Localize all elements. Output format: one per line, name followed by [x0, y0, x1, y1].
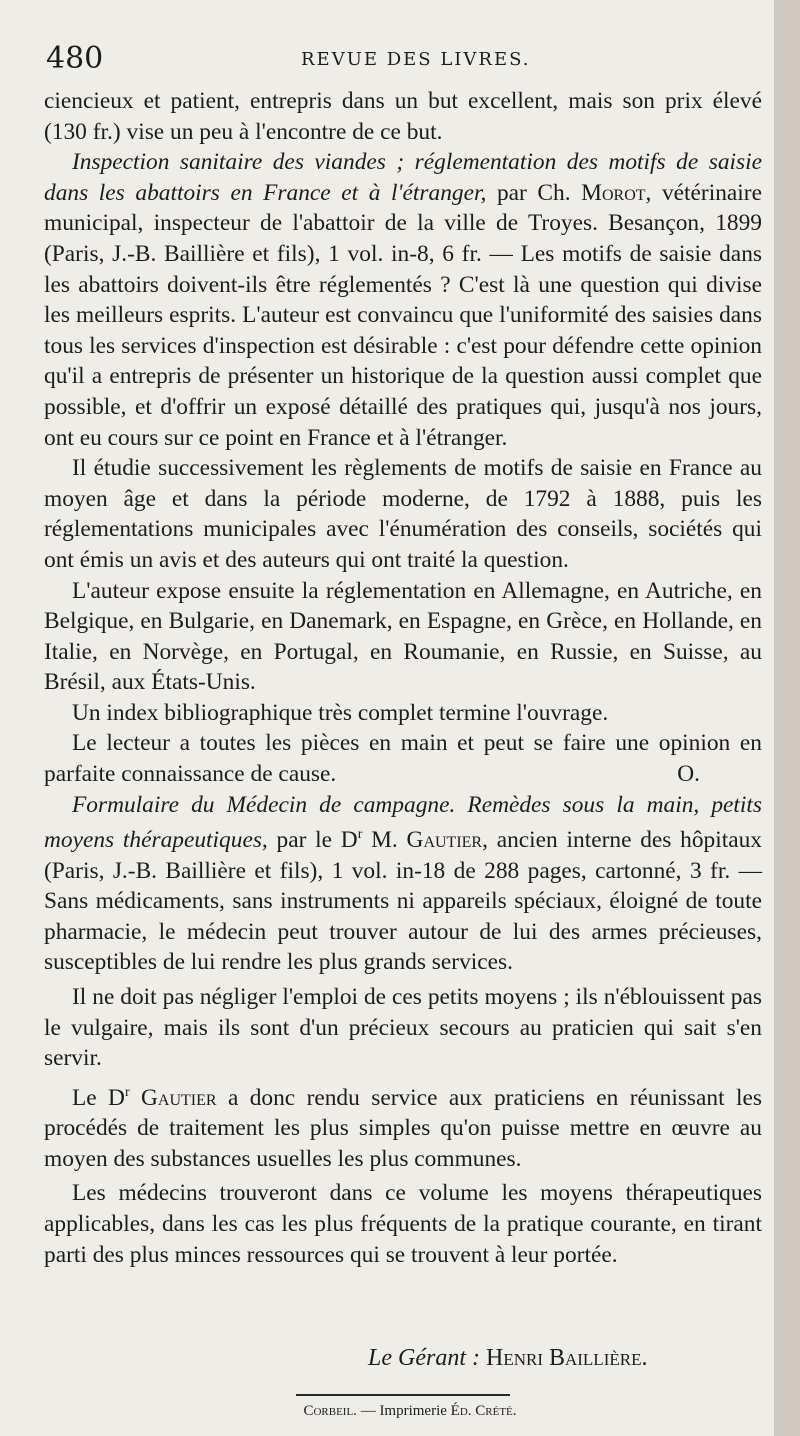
paragraph: L'auteur expose ensuite la réglementation en Allemagne, en Autriche, en Belgique, en Bulgarie, en Danemark, en Espagne, en Grèce, en Hollande, en Italie, en Norvège, en Portugal, en Roumanie, en Russie, en Suisse, au Brésil, aux États-Unis.	[44, 577, 762, 696]
page-number: 480	[46, 41, 104, 76]
paragraph-review-morot: Inspection sanitaire des viandes ; réglementation des motifs de saisie dans les abattoirs en France et à l'étranger, par Ch. Morot, vétérinaire municipal, inspecteur de l'abattoir de la ville de Troyes. Besançon, 1899 (Paris, J.-B. Baillière et fils), 1 vol. in-8, 6 fr. — Les motifs de saisie dans les abattoirs doivent-ils être réglementés ? C'est là une question qui divise les meilleurs esprits. L'auteur est convaincu que l'uniformité des saisies dans tous les services d'inspection est désirable : c'est pour défendre cette opinion qu'il a entrepris de présenter un historique de la question aussi complet que possible, et d'offrir un exposé détaillé des pratiques qui, jusqu'à nos jours, ont eu cours sur ce point en France et à l'étranger.	[44, 149, 762, 451]
reviewer-initial: O.	[677, 761, 700, 788]
paragraph: Le lecteur a toutes les pièces en main et peut se faire une opinion en parfaite connaissance de cause. O.	[44, 728, 762, 789]
author-name: Morot	[581, 179, 646, 206]
paragraph: Il étudie successivement les règlements de motifs de saisie en France au moyen âge et dans la période moderne, de 1792 à 1888, puis les réglementations municipales avec l'énumération des conseils, sociétés qui ont émis un avis et des auteurs qui ont traité la question.	[44, 455, 762, 573]
paragraph: Il ne doit pas négliger l'emploi de ces petits moyens ; ils n'éblouissent pas le vulgaire, mais ils sont d'un précieux secours au praticien qui sait s'en servir.	[44, 984, 762, 1072]
paragraph: Le $D^r$ Gautier a donc rendu service aux praticiens en réunissant les procédés de traitement les plus simples qu'on puisse mettre en œuvre au moyen des substances usuelles les plus communes.	[44, 1084, 762, 1172]
manager-signature	[368, 1342, 728, 1374]
review-text	[44, 86, 762, 1270]
page-header	[46, 42, 766, 76]
signature-label: Le Gérant :	[368, 1345, 480, 1371]
paragraph: Un index bibliographique très complet termine l'ouvrage.	[72, 699, 609, 726]
paragraph-review-gautier: Formulaire du Médecin de campagne. Remèdes sous la main, petits moyens thérapeutiques, par le $D^r$ M. Gautier, ancien interne des hôpitaux (Paris, J.-B. Baillière et fils), 1 vol. in-18 de 288 pages, cartonné, 3 fr. — Sans médicaments, sans instruments ni appareils spéciaux, éloigné de toute pharmacie, le médecin peut trouver autour de lui des armes précieuses, susceptibles de lui rendre les plus grands services.	[44, 791, 763, 976]
paragraph: Les médecins trouveront dans ce volume les moyens thérapeutiques applicables, dans les cas les plus fréquents de la pratique courante, en tirant parti des plus minces ressources qui se trouvent à leur portée.	[44, 1180, 762, 1268]
footer-rule	[296, 1394, 510, 1396]
paragraph-continuation: ciencieux et patient, entrepris dans un but excellent, mais son prix élevé (130 fr.) vise un peu à l'encontre de ce but.	[44, 88, 762, 145]
running-title: REVUE DES LIVRES.	[301, 49, 531, 70]
author-name: Gautier	[129, 1084, 217, 1111]
page-edge-shadow	[774, 0, 800, 1436]
author-name: Gautier	[406, 827, 483, 854]
book-title: Inspection sanitaire des viandes ; réglementation des motifs de saisie dans les abattoirs en France et à l'étranger,	[44, 149, 762, 206]
printer-imprint: Corbeil. — Imprimerie Éd. Crété.	[303, 1403, 517, 1419]
book-title: Formulaire du Médecin de campagne. Remèdes sous la main, petits moyens thérapeutiques,	[44, 791, 762, 854]
signature-name: Henri Baillière.	[485, 1345, 648, 1371]
